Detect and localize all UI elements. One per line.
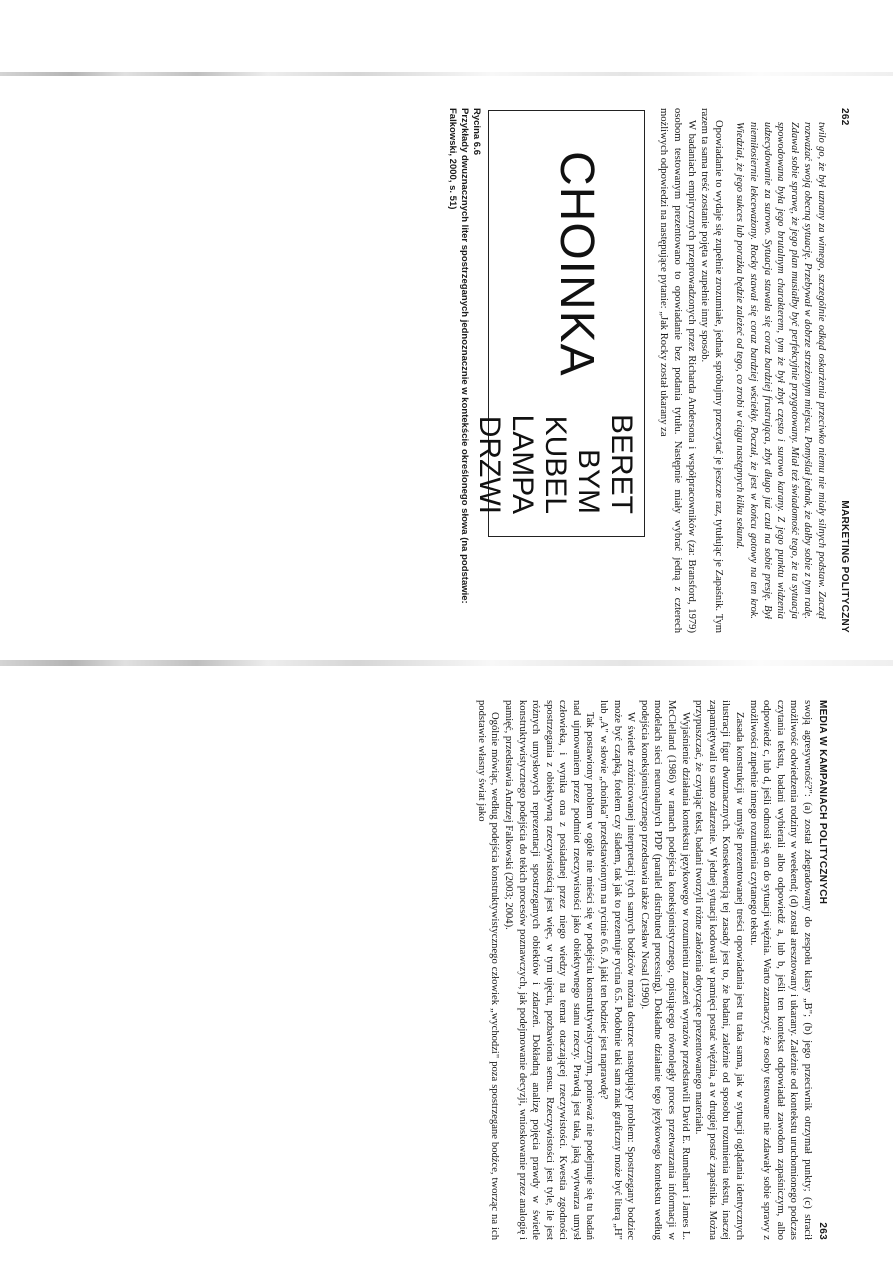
paragraph: Ogólnie mówiąc, według podejścia konstruktywistycznego człowiek „wychodzi" poza spostrzegane bodźce, tworząc na ich podstawie własny świat jako xyxy=(475,700,501,1240)
running-head xyxy=(814,700,828,1240)
caption-title: Rycina 6.6 xyxy=(470,108,482,155)
paragraph: Tak postawiony problem w ogóle nie mieści się w podejściu konstruktywistycznym, ponieważ nie podejmuje się tu badań nad ujmowaniem przez podmiot rzeczywistości jako obiektywnego stanu rzeczy. Prawdą jest taka, jaką wytwarza umysł człowieka, i wynika ona z posiadanej przez niego wiedzy na temat otaczającej rzeczywistości. Kwestia zgodności spostrzegania z obiektywną rzeczywistością jest więc, w tym ujęciu, pozbawiona sensu. Rzeczywistości jest tyle, ile jest różnych umysłowych reprezentacji spostrzeganych obiektów i zdarzeń. Dokładną analizę pojęcia prawdy w świetle konstruktywistycznego podejścia do tekich procesów poznawczych, jak podejmowanie decyzji, wnioskowanie przez analogię i pamięć, przedstawia Andrzej Falkowski (2003; 2004). xyxy=(502,700,596,1240)
paragraph: Zasada konstrukcji w umyśle prezentowanej treści opowiadania jest tu taka sama, jak w sytuacji oglądania identycznych ilustracji figur dwuznacznych. Konsekwencją tej zasady jest to, że badani, zależnie od sposobu rozumienia tekstu, inaczej zapamiętywali to samo zdarzenie. W jednej sytuacji kodowali w pamięci postać więźnia, a w drugiej postać zapaśnika. Można przypuszczać, że czytając tekst, badani tworzyli różne założenia dotyczące prezentowanego materiału. xyxy=(693,700,746,1240)
paragraph: W badaniach empirycznych przeprowadzonych przez Richarda Andersona i współpracowników (za: Bransford, 1979) osobom testowanym prezentowano to opowiadanie bez podania tytułu. Następnie miały wybrać jedną z czterech możliwych odpowiedzi na następujące pytanie: „Jak Rocky został ukarany za xyxy=(658,108,697,633)
story-quote: twilo go, że był uznany za wimego, szczególnie odkąd oskarżenia przeciwko niemu nie miały silnych podstaw. Zaczął rozważać swoją obecną sytuację. Przebywał w dobrze strzeżonym miejscu. Pomyślał jednak, że dałby sobie z tym radę. Zdawał sobie sprawę, że jego plan musiałby być perfekcyjnie przygotowany. Miał też świadomość tego, że ta sytuacja spowodowana była jego brutalnym charakterem, tym że był zbyt często i surowo karany. Z jego punktu widzenia udzecydowanie za surowo. Sytuacja stawała się coraz bardziej frustrująca, zbyt długo już czuł na sobie presję. Był niemiłosiernie lekceważony. Rocky stawał się coraz bardziej wściekły. Poczuł, że jest w końcu gotowy na ten krok. Wiedział, że jego sukces lub porażka będzie zależeć od tego, co zrobi w ciągu następnych kilku sekund. xyxy=(734,122,827,619)
paragraph: Wyjaśnienie działania kontekstu językowego w rozumieniu znaczeń wyrazów przedstawili David E. Rumelhart i James L. McClelland (1986) w ramach podejścia koneksjonistycznego, opisującego równoległy proces przetwarzania informacji w modelach sieci neuronalnych PDP (parallel distributed processing). Dokładne działanie tego językowego kontekstu według podejścia koneksjonistycznego przedstawia także Czesław Nosal (1990). xyxy=(638,700,691,1240)
figure-word: DRZWI xyxy=(472,415,506,514)
page-262 xyxy=(105,108,850,633)
figure-word: BYM xyxy=(571,448,605,514)
paragraph: W świetle zróżnicowanej interpretacji tych samych bodźców można dostrzec następujący problem: Spostrzegany bodziec może być czapką, fotelem czy śladem, tak jak to prezentuje rycina 6.5. Podobnie taki sam znak graficzny może być literą „H" lub „A" w słowie „choinka" przedstawionym na rycinie 6.6. A jaki ten bodziec jest naprawdę? xyxy=(598,700,637,1240)
paragraph: Opowiadanie to wydaje się zupełnie zrozumiałe, jednak spróbujmy przeczytać je jeszcze raz, tytułując je Zapaśnik. Tym razem ta sama treść zostanie pojęta w zupełnie inny sposób. xyxy=(699,108,724,633)
figure-caption xyxy=(446,108,482,633)
figure-word-choinka: CHOINKA xyxy=(549,151,603,377)
figure-word-list xyxy=(473,414,638,514)
caption-text: Przykłady dwuznacznych liter spostrzeganych jednoznacznie w kontekście określonego słowa (na podstawie: Falkowski, 2000, s. 51) xyxy=(446,108,470,604)
running-head-title: MEDIA W KAMPANIACH POLITYCZNYCH xyxy=(817,700,828,905)
scan-artifact-middle xyxy=(0,660,893,666)
figure-word: BERET xyxy=(604,413,638,514)
page-263 xyxy=(118,700,828,1240)
page-number: 262 xyxy=(839,108,850,126)
figure-word: LAMPA xyxy=(505,414,539,514)
running-head-title: MARKETING POLITYCZNY xyxy=(839,500,850,633)
scan-artifact-top xyxy=(0,72,893,76)
figure-word: KUBEL xyxy=(538,415,572,514)
page-number: 263 xyxy=(817,1222,828,1240)
paragraph: swoją agresywność?": (a) został zdegradowany do zespołu klasy „B"; (b) jego przeciwnik otrzymał punkty; (c) stracił możliwość odwiedzenia rodziny w weekend; (d) został aresztowany i ukarany. Zależnie od kontekstu uruchomionego podczas czytania tekstu, badani wybierali albo odpowiedź a, lub b, jeśli ten kontekst odpowiadał zawodom zapaśniczym, albo odpowiedź c, lub d, jeśli odnosił się on do sytuacji więźnia. Warto zaznaczyć, że osoby testowane nie zdawały sobie sprawy z możliwości zupełnie innego rozumienia czytanego tekstu. xyxy=(747,700,813,1240)
running-head xyxy=(836,108,850,633)
